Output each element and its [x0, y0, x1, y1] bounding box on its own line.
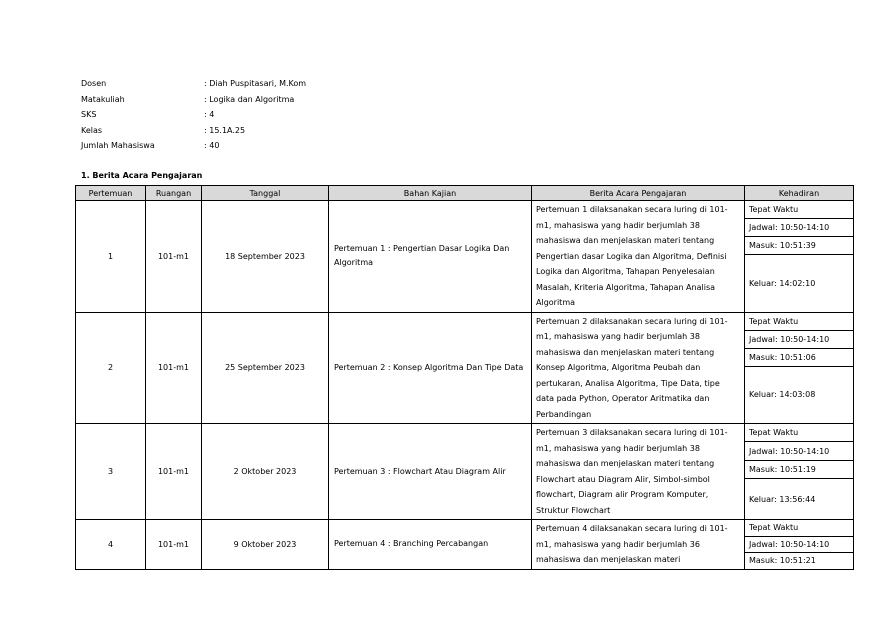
table-row — [76, 312, 854, 330]
info-value: : 40 — [204, 141, 220, 150]
cell-pertemuan: 2 — [76, 312, 146, 424]
info-row-matakuliah — [81, 94, 306, 110]
cell-bahan-kajian: Pertemuan 4 : Branching Percabangan — [329, 520, 532, 570]
info-label: Kelas — [81, 125, 103, 135]
cell-status: Tepat Waktu — [745, 312, 854, 330]
cell-berita-acara: Pertemuan 3 dilaksanakan secara luring di 101-m1, mahasiswa yang hadir berjumlah 38 mahasiswa dan menjelaskan materi tentang Flowchart atau Diagram Alir, Simbol-simbol flowchart, Diagram alir Program Komputer, Struktur Flowchart — [532, 424, 745, 520]
info-label: Jumlah Mahasiswa — [81, 141, 155, 150]
cell-jadwal: Jadwal: 10:50-14:10 — [745, 330, 854, 348]
cell-status: Tepat Waktu — [745, 520, 854, 537]
info-value: : 4 — [204, 110, 215, 119]
course-info — [81, 78, 306, 156]
cell-pertemuan: 3 — [76, 424, 146, 520]
info-row-kelas — [81, 125, 306, 141]
cell-berita-acara: Pertemuan 4 dilaksanakan secara luring di 101-m1, mahasiswa yang hadir berjumlah 36 mahasiswa dan menjelaskan materi — [532, 520, 745, 570]
cell-keluar: Keluar: 14:02:10 — [745, 255, 854, 312]
table-row — [76, 201, 854, 219]
section-title: 1. Berita Acara Pengajaran — [81, 171, 203, 180]
header-berita-acara: Berita Acara Pengajaran — [532, 186, 745, 201]
info-value: : Logika dan Algoritma — [204, 94, 295, 104]
info-label: Dosen — [81, 79, 107, 88]
info-row-jumlah-mahasiswa — [81, 140, 306, 156]
cell-masuk: Masuk: 10:51:39 — [745, 237, 854, 255]
cell-tanggal: 9 Oktober 2023 — [202, 520, 329, 570]
cell-ruangan: 101-m1 — [146, 424, 202, 520]
attendance-table — [75, 185, 854, 570]
info-row-sks — [81, 109, 306, 125]
info-value: : Diah Puspitasari, M.Kom — [204, 79, 307, 88]
cell-tanggal: 25 September 2023 — [202, 312, 329, 424]
cell-berita-acara: Pertemuan 1 dilaksanakan secara luring di 101-m1, mahasiswa yang hadir berjumlah 38 mahasiswa dan menjelaskan materi tentang Pengertian dasar Logika dan Algoritma, Definisi Logika dan Algoritma, Tahapan Penyelesaian Masalah, Kriteria Algoritma, Tahapan Analisa Algoritma — [532, 201, 745, 313]
cell-bahan-kajian: Pertemuan 3 : Flowchart Atau Diagram Alir — [329, 424, 532, 520]
info-row-dosen — [81, 78, 306, 94]
cell-ruangan: 101-m1 — [146, 520, 202, 570]
cell-bahan-kajian: Pertemuan 1 : Pengertian Dasar Logika Dan Algoritma — [329, 201, 532, 313]
cell-masuk: Masuk: 10:51:19 — [745, 460, 854, 478]
table-row — [76, 520, 854, 537]
cell-tanggal: 2 Oktober 2023 — [202, 424, 329, 520]
cell-bahan-kajian: Pertemuan 2 : Konsep Algoritma Dan Tipe Data — [329, 312, 532, 424]
header-tanggal: Tanggal — [202, 186, 329, 201]
header-bahan-kajian: Bahan Kajian — [329, 186, 532, 201]
cell-ruangan: 101-m1 — [146, 201, 202, 313]
header-ruangan: Ruangan — [146, 186, 202, 201]
cell-jadwal: Jadwal: 10:50-14:10 — [745, 442, 854, 460]
cell-keluar: Keluar: 14:03:08 — [745, 366, 854, 423]
cell-pertemuan: 4 — [76, 520, 146, 570]
cell-jadwal: Jadwal: 10:50-14:10 — [745, 536, 854, 553]
table-row — [76, 424, 854, 442]
cell-status: Tepat Waktu — [745, 201, 854, 219]
cell-berita-acara: Pertemuan 2 dilaksanakan secara luring di 101-m1, mahasiswa yang hadir berjumlah 38 mahasiswa dan menjelaskan materi tentang Konsep Algoritma, Algoritma Peubah dan pertukaran, Analisa Algoritma, Tipe Data, tipe data pada Python, Operator Aritmatika dan Perbandingan — [532, 312, 745, 424]
info-value: : 15.1A.25 — [204, 125, 246, 135]
cell-masuk: Masuk: 10:51:06 — [745, 348, 854, 366]
cell-pertemuan: 1 — [76, 201, 146, 313]
cell-status: Tepat Waktu — [745, 424, 854, 442]
table-header-row — [76, 186, 854, 201]
info-label: Matakuliah — [81, 94, 125, 104]
cell-jadwal: Jadwal: 10:50-14:10 — [745, 219, 854, 237]
cell-tanggal: 18 September 2023 — [202, 201, 329, 313]
cell-ruangan: 101-m1 — [146, 312, 202, 424]
header-kehadiran: Kehadiran — [745, 186, 854, 201]
info-label: SKS — [81, 110, 97, 119]
cell-masuk: Masuk: 10:51:21 — [745, 553, 854, 570]
cell-keluar: Keluar: 13:56:44 — [745, 479, 854, 520]
header-pertemuan: Pertemuan — [76, 186, 146, 201]
